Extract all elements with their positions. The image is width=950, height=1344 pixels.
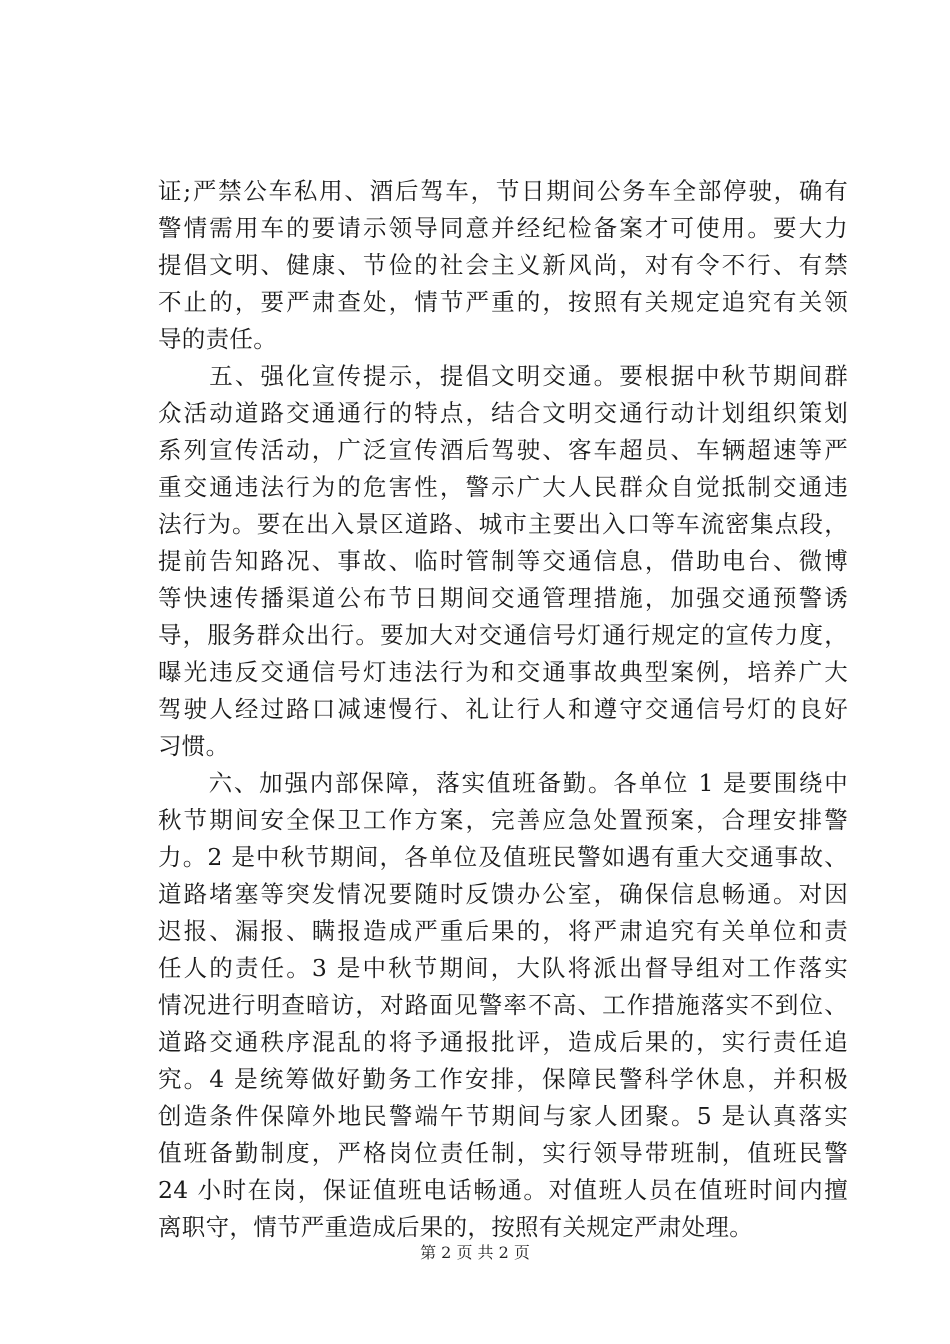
section-heading-line: 五、强化宣传提示，提倡文明交通。要根据中秋节期间群 [158, 362, 848, 390]
text-line: 法行为。要在出入景区道路、城市主要出入口等车流密集点段， [158, 510, 848, 538]
text-line: 提倡文明、健康、节俭的社会主义新风尚，对有令不行、有禁 [158, 251, 848, 279]
text-line: 不止的，要严肃查处，情节严重的，按照有关规定追究有关领 [158, 288, 848, 316]
section-heading-line: 六、加强内部保障，落实值班备勤。各单位 1 是要围绕中 [158, 769, 848, 797]
text-line: 值班备勤制度，严格岗位责任制，实行领导带班制，值班民警 [158, 1139, 848, 1167]
text-line: 导，服务群众出行。要加大对交通信号灯通行规定的宣传力度， [158, 621, 848, 649]
text-line: 秋节期间安全保卫工作方案，完善应急处置预案，合理安排警 [158, 806, 848, 834]
page-number-footer: 第 2 页 共 2 页 [420, 1243, 530, 1262]
text-line: 证;严禁公车私用、酒后驾车，节日期间公务车全部停驶，确有 [158, 177, 848, 205]
text-line: 任人的责任。3 是中秋节期间，大队将派出督导组对工作落实 [158, 954, 848, 982]
text-line: 提前告知路况、事故、临时管制等交通信息，借助电台、微博 [158, 547, 848, 575]
text-line: 24 小时在岗，保证值班电话畅通。对值班人员在值班时间内擅 [158, 1176, 848, 1204]
text-line: 离职守，情节严重造成后果的，按照有关规定严肃处理。 [158, 1213, 753, 1241]
text-line: 道路堵塞等突发情况要随时反馈办公室，确保信息畅通。对因 [158, 880, 848, 908]
text-line: 系列宣传活动，广泛宣传酒后驾驶、客车超员、车辆超速等严 [158, 436, 848, 464]
text-line: 迟报、漏报、瞒报造成严重后果的，将严肃追究有关单位和责 [158, 917, 848, 945]
text-line: 力。2 是中秋节期间，各单位及值班民警如遇有重大交通事故、 [158, 843, 848, 871]
text-line: 驾驶人经过路口减速慢行、礼让行人和遵守交通信号灯的良好 [158, 695, 848, 723]
text-line: 道路交通秩序混乱的将予通报批评，造成后果的，实行责任追 [158, 1028, 848, 1056]
text-line: 警情需用车的要请示领导同意并经纪检备案才可使用。要大力 [158, 214, 848, 242]
text-line: 曝光违反交通信号灯违法行为和交通事故典型案例，培养广大 [158, 658, 848, 686]
text-line: 众活动道路交通通行的特点，结合文明交通行动计划组织策划 [158, 399, 848, 427]
text-line: 重交通违法行为的危害性，警示广大人民群众自觉抵制交通违 [158, 473, 848, 501]
text-line: 情况进行明查暗访，对路面见警率不高、工作措施落实不到位、 [158, 991, 848, 1019]
text-line: 等快速传播渠道公布节日期间交通管理措施，加强交通预警诱 [158, 584, 848, 612]
text-line: 习惯。 [158, 732, 230, 760]
text-line: 创造条件保障外地民警端午节期间与家人团聚。5 是认真落实 [158, 1102, 848, 1130]
text-line: 导的责任。 [158, 325, 277, 353]
text-line: 究。4 是统筹做好勤务工作安排，保障民警科学休息，并积极 [158, 1065, 848, 1093]
